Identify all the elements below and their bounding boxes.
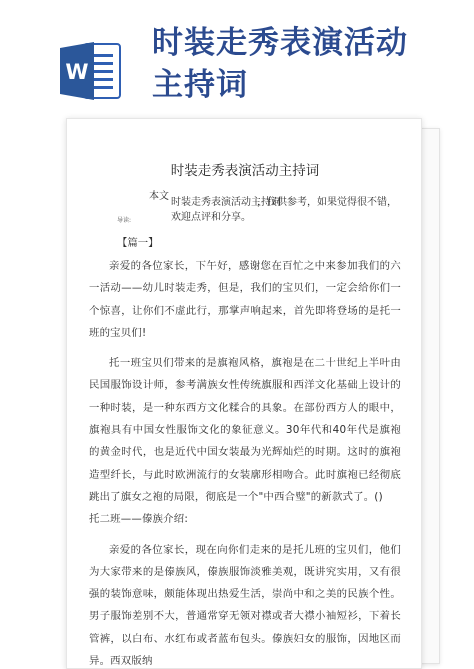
paragraph-3: 亲爱的各位家长，现在向你们走来的是托儿班的宝贝们，他们为大家带来的是傣族风，傣族服饰淡雅美观，既讲究实用，又有很强的装饰意味，颇能体现出热爱生活，崇尚中和之美的民族个性。男子服饰差别不大，普通常穿无领对襟或者大襟小袖短衫，下着长管裤，以白布、水红布或者蓝布包头。傣族妇女的服饰，因地区而异。西双版纳 [89,543,401,668]
paragraph-gap [89,344,401,352]
page-title-line-2: 主持词 [152,67,248,103]
header-banner [0,0,474,118]
paragraph-1: 亲爱的各位家长，下午好，感谢您在百忙之中来参加我们的六一活动——幼儿时装走秀，但是，我们的宝贝们，一定会给你们一个惊喜，让你们不虚此行，那掌声响起来，首先即将登场的是托一班的宝贝们! [89,260,401,339]
document-title: 时装走秀表演活动主持词 [170,163,320,179]
word-icon-letter: W [65,60,89,84]
intro-note-2: 欢迎点评和分享。 [171,212,251,223]
section-label: 【篇一】 [117,237,159,249]
page-title-line-1: 时装走秀表演活动 [152,25,408,61]
document-intro [89,191,401,235]
document-content [89,161,401,669]
word-icon [58,38,124,104]
paragraph-gap [89,531,401,539]
paragraph-2: 托一班宝贝们带来的是旗袍风格，旗袍是在二十世纪上半叶由民国服饰设计师，参考满族女性传统旗服和西洋文化基础上设计的一种时装，是一种东西方文化糅合的具象。在部份西方人的眼中，旗袍具有中国女性服饰文化的象征意义。30年代和40年代是旗袍的黄金时代，也是近代中国女装最为光辉灿烂的时期。这时的旗袍造型纤长，与此时欧洲流行的女装廓形相吻合。此时旗袍已经彻底跳出了旗女之袍的局限，彻底是一个"中西合璧"的新款式了。() [89,357,401,503]
intro-inner-title: 时装走秀表演活动主持词 [171,197,281,208]
page-title [152,22,408,106]
intro-label: 导读: [117,217,132,224]
intro-note: ，仅供参考，如果觉得很不错， [257,197,397,208]
subheading: 托二班——傣族介绍: [89,513,189,526]
intro-benwen: 本文 [149,191,169,202]
document-page [66,118,422,669]
